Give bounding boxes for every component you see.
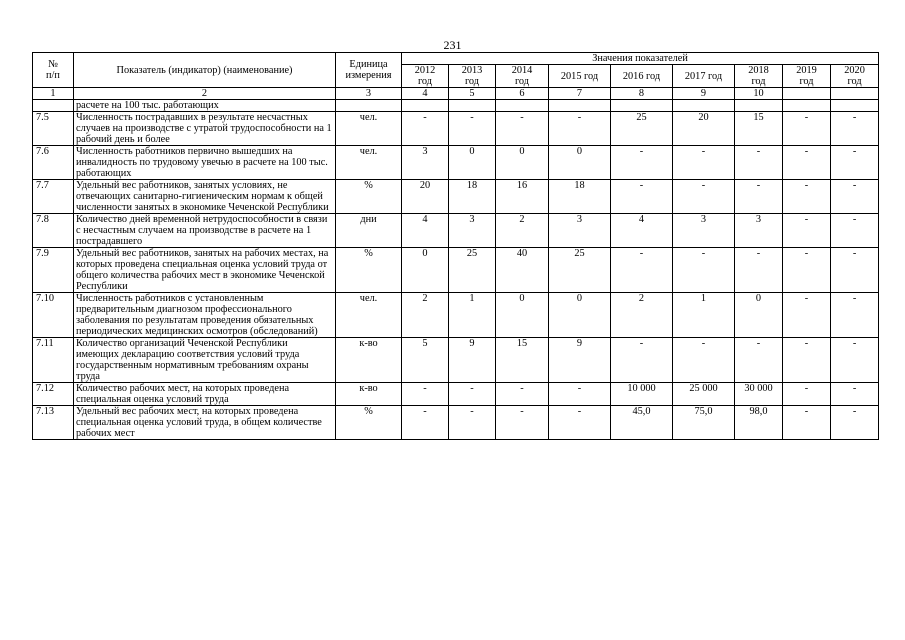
indicator-value: 3	[402, 146, 449, 180]
header-unit: Единица измерения	[336, 53, 402, 88]
column-index: 10	[735, 88, 783, 100]
indicator-value: -	[549, 383, 611, 406]
indicator-value: -	[496, 406, 549, 440]
indicator-value: 5	[402, 338, 449, 383]
header-year: 2016 год	[611, 65, 673, 88]
table-header	[33, 53, 879, 100]
indicator-value: -	[831, 214, 879, 248]
indicator-value: 25	[549, 248, 611, 293]
indicator-value: 25	[611, 112, 673, 146]
page-number: 231	[443, 38, 462, 52]
row-number: 7.13	[33, 406, 74, 440]
continuation-text: расчете на 100 тыс. работающих	[74, 100, 336, 112]
indicator-value: -	[831, 338, 879, 383]
indicator-value: 3	[449, 214, 496, 248]
indicator-name: Численность работников с установленным предварительным диагнозом профессионального заболевания по результатам проведения обязательных периодических медицинских осмотров (обследований)	[74, 293, 336, 338]
indicator-value: -	[449, 112, 496, 146]
row-number: 7.5	[33, 112, 74, 146]
table-row	[33, 248, 879, 293]
indicator-value: -	[735, 180, 783, 214]
indicator-value: -	[783, 180, 831, 214]
indicator-name: Удельный вес рабочих мест, на которых проведена специальная оценка условий труда, в общем количестве рабочих мест	[74, 406, 336, 440]
indicator-name: Количество рабочих мест, на которых проведена специальная оценка условий труда	[74, 383, 336, 406]
indicator-value: 25	[449, 248, 496, 293]
indicator-value: 10 000	[611, 383, 673, 406]
indicator-value: 0	[735, 293, 783, 338]
indicator-value: 30 000	[735, 383, 783, 406]
indicator-value: -	[831, 293, 879, 338]
indicator-value: 0	[449, 146, 496, 180]
header-year: 2012 год	[402, 65, 449, 88]
unit-of-measure: чел.	[336, 112, 402, 146]
header-values-group: Значения показателей	[402, 53, 879, 65]
indicator-value: 18	[449, 180, 496, 214]
indicator-value: -	[449, 383, 496, 406]
indicator-value: 3	[735, 214, 783, 248]
header-year: 2015 год	[549, 65, 611, 88]
column-index	[831, 88, 879, 100]
indicator-value: 40	[496, 248, 549, 293]
continuation-num-cell	[33, 100, 74, 112]
indicator-value: 20	[673, 112, 735, 146]
table-row	[33, 180, 879, 214]
unit-of-measure: %	[336, 406, 402, 440]
indicator-name: Численность пострадавших в результате несчастных случаев на производстве с утратой трудоспособности на 1 рабочий день и более	[74, 112, 336, 146]
column-index: 5	[449, 88, 496, 100]
indicator-value: -	[611, 338, 673, 383]
column-index-row	[33, 88, 879, 100]
indicator-value: 3	[549, 214, 611, 248]
indicator-value: 98,0	[735, 406, 783, 440]
indicator-value: 0	[402, 248, 449, 293]
indicator-name: Численность работников первично вышедших на инвалидность по трудовому увечью в расчете на 100 тыс. работающих	[74, 146, 336, 180]
indicator-value: -	[611, 180, 673, 214]
indicator-value: 4	[402, 214, 449, 248]
table-body	[33, 100, 879, 440]
indicator-value: 20	[402, 180, 449, 214]
unit-of-measure: %	[336, 248, 402, 293]
table-row	[33, 214, 879, 248]
indicator-value: -	[831, 248, 879, 293]
indicator-value: -	[402, 112, 449, 146]
indicator-value: -	[831, 383, 879, 406]
indicator-value: 1	[449, 293, 496, 338]
indicator-value: 1	[673, 293, 735, 338]
indicator-value: -	[611, 248, 673, 293]
header-year: 2018 год	[735, 65, 783, 88]
indicator-value: 2	[611, 293, 673, 338]
indicator-value: 45,0	[611, 406, 673, 440]
table-row	[33, 383, 879, 406]
indicator-value: 0	[496, 146, 549, 180]
indicator-value: 0	[549, 146, 611, 180]
row-number: 7.10	[33, 293, 74, 338]
indicator-value: -	[673, 180, 735, 214]
continuation-row	[33, 100, 879, 112]
table-row	[33, 112, 879, 146]
column-index: 4	[402, 88, 449, 100]
unit-of-measure: к-во	[336, 338, 402, 383]
header-num: № п/п	[33, 53, 74, 88]
indicator-value: -	[783, 383, 831, 406]
column-index: 8	[611, 88, 673, 100]
unit-of-measure: чел.	[336, 146, 402, 180]
indicator-value: -	[496, 112, 549, 146]
indicator-value: -	[831, 406, 879, 440]
indicator-value: 9	[449, 338, 496, 383]
indicator-value: -	[402, 406, 449, 440]
indicator-value: -	[783, 146, 831, 180]
indicator-value: -	[783, 293, 831, 338]
row-number: 7.12	[33, 383, 74, 406]
indicator-value: -	[402, 383, 449, 406]
indicator-value: -	[783, 112, 831, 146]
indicator-name: Удельный вес работников, занятых условиях, не отвечающих санитарно-гигиеническим нормам к общей численности занятых в экономике Чеченской Республики	[74, 180, 336, 214]
indicator-value: -	[783, 248, 831, 293]
column-index	[783, 88, 831, 100]
indicator-value: 18	[549, 180, 611, 214]
indicator-value: -	[735, 248, 783, 293]
indicator-value: 0	[549, 293, 611, 338]
header-year: 2019 год	[783, 65, 831, 88]
column-index: 2	[74, 88, 336, 100]
table-row	[33, 146, 879, 180]
unit-of-measure: дни	[336, 214, 402, 248]
indicator-value: 16	[496, 180, 549, 214]
indicator-value: -	[783, 406, 831, 440]
indicator-value: 4	[611, 214, 673, 248]
indicator-value: 25 000	[673, 383, 735, 406]
table-row	[33, 406, 879, 440]
row-number: 7.7	[33, 180, 74, 214]
indicator-value: -	[783, 214, 831, 248]
indicator-value: -	[783, 338, 831, 383]
header-year: 2017 год	[673, 65, 735, 88]
indicator-value: -	[549, 406, 611, 440]
row-number: 7.9	[33, 248, 74, 293]
unit-of-measure: %	[336, 180, 402, 214]
header-year: 2014 год	[496, 65, 549, 88]
indicator-value: -	[673, 248, 735, 293]
table-row	[33, 338, 879, 383]
indicator-value: 75,0	[673, 406, 735, 440]
row-number: 7.6	[33, 146, 74, 180]
indicator-value: 2	[402, 293, 449, 338]
indicator-value: 15	[496, 338, 549, 383]
column-index: 1	[33, 88, 74, 100]
table-row	[33, 293, 879, 338]
indicator-value: -	[735, 338, 783, 383]
column-index: 9	[673, 88, 735, 100]
indicator-value: 9	[549, 338, 611, 383]
unit-of-measure: чел.	[336, 293, 402, 338]
indicator-value: -	[611, 146, 673, 180]
indicator-value: -	[831, 180, 879, 214]
column-index: 3	[336, 88, 402, 100]
indicator-value: 0	[496, 293, 549, 338]
column-index: 7	[549, 88, 611, 100]
indicator-value: 3	[673, 214, 735, 248]
indicator-value: 2	[496, 214, 549, 248]
indicator-value: -	[449, 406, 496, 440]
indicator-name: Удельный вес работников, занятых на рабочих местах, на которых проведена специальная оценка условий труда от общего количества рабочих мест в экономике Чеченской Республики	[74, 248, 336, 293]
column-index: 6	[496, 88, 549, 100]
indicator-value: -	[735, 146, 783, 180]
header-year: 2013 год	[449, 65, 496, 88]
indicator-value: -	[673, 338, 735, 383]
indicator-value: 15	[735, 112, 783, 146]
header-year: 2020 год	[831, 65, 879, 88]
indicator-value: -	[831, 146, 879, 180]
header-name: Показатель (индикатор) (наименование)	[74, 53, 336, 88]
unit-of-measure: к-во	[336, 383, 402, 406]
indicator-value: -	[496, 383, 549, 406]
indicators-table	[32, 52, 879, 440]
indicator-name: Количество организаций Чеченской Республики имеющих декларацию соответствия условий труда государственным нормативным требованиям охраны труда	[74, 338, 336, 383]
indicator-value: -	[831, 112, 879, 146]
indicator-value: -	[673, 146, 735, 180]
row-number: 7.8	[33, 214, 74, 248]
indicator-value: -	[549, 112, 611, 146]
row-number: 7.11	[33, 338, 74, 383]
indicator-name: Количество дней временной нетрудоспособности в связи с несчастным случаем на производстве в расчете на 1 пострадавшего	[74, 214, 336, 248]
